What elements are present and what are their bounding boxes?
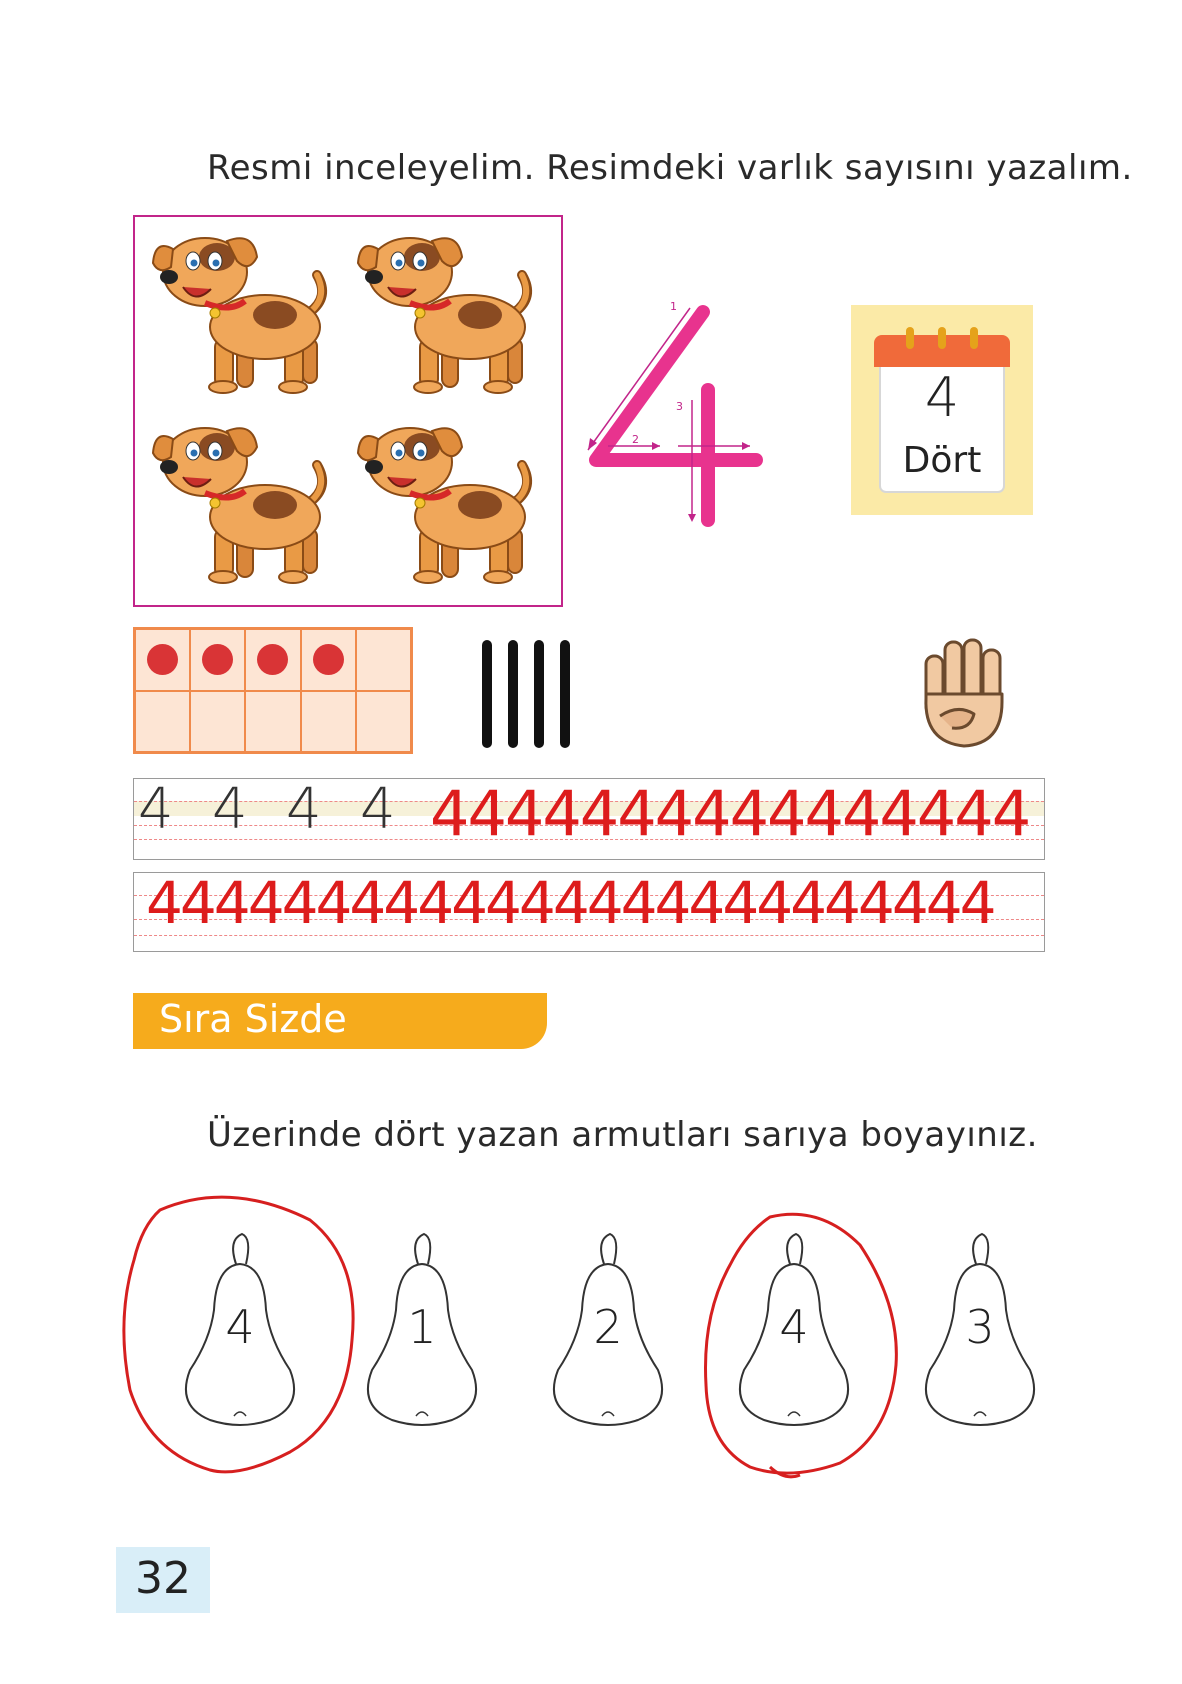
dog-illustration (350, 417, 535, 587)
instruction-color-pears: Üzerinde dört yazan armutları sarıya boyayınız. (207, 1115, 1038, 1155)
numeral-four-tracing (578, 290, 778, 535)
ten-frame-cell (301, 691, 356, 753)
traced-digit: 4 (138, 777, 174, 842)
instruction-count-items: Resmi inceleyelim. Resimdeki varlık sayısını yazalım. (207, 148, 1133, 188)
handwritten-fours: 4444444444444444 (430, 777, 1030, 850)
traced-digit: 4 (286, 777, 322, 842)
handwritten-fours: 4444444444444444444444444 (146, 869, 994, 937)
counter-dot (313, 644, 344, 675)
stroke-label-2: 2 (632, 433, 639, 446)
tally-mark (534, 640, 544, 748)
circle-mark-pear-1 (120, 1190, 380, 1480)
traced-digit: 4 (212, 777, 248, 842)
ten-frame-cell (301, 629, 356, 691)
counter-dot (257, 644, 288, 675)
pear-number: 4 (779, 1300, 809, 1354)
hand-four-fingers-icon (918, 638, 1010, 750)
pear-number: 1 (407, 1300, 437, 1354)
page-number: 32 (135, 1553, 191, 1604)
tally-mark (508, 640, 518, 748)
tally-mark (560, 640, 570, 748)
writing-row-2 (133, 869, 1045, 952)
section-banner (133, 993, 547, 1049)
ten-frame-cell (245, 629, 300, 691)
ten-frame-cell (190, 691, 245, 753)
pear-number: 3 (965, 1300, 995, 1354)
counter-dot (147, 644, 178, 675)
dogs-picture-frame (133, 215, 563, 607)
section-title: Sıra Sizde (159, 997, 347, 1041)
stroke-label-1: 1 (670, 300, 677, 313)
page-number-box (116, 1547, 210, 1613)
dog-illustration (350, 227, 535, 397)
calendar-word: Dört (902, 440, 982, 481)
writing-row-1 (133, 778, 1045, 860)
pear-number: 4 (225, 1300, 255, 1354)
dog-illustration (145, 417, 330, 587)
stroke-label-3: 3 (676, 400, 683, 413)
ten-frame-cell (245, 691, 300, 753)
ten-frame-cell (190, 629, 245, 691)
ten-frame-cell (135, 629, 190, 691)
calendar-number: 4 (924, 366, 960, 429)
traced-digit: 4 (360, 777, 396, 842)
ten-frame-cell (356, 691, 411, 753)
ten-frame-cell (356, 629, 411, 691)
circle-mark-pear-4 (700, 1205, 910, 1485)
counter-dot (202, 644, 233, 675)
dog-illustration (145, 227, 330, 397)
ten-frame-cell (135, 691, 190, 753)
tally-mark (482, 640, 492, 748)
ten-frame (133, 627, 413, 754)
pear-number: 2 (593, 1300, 623, 1354)
